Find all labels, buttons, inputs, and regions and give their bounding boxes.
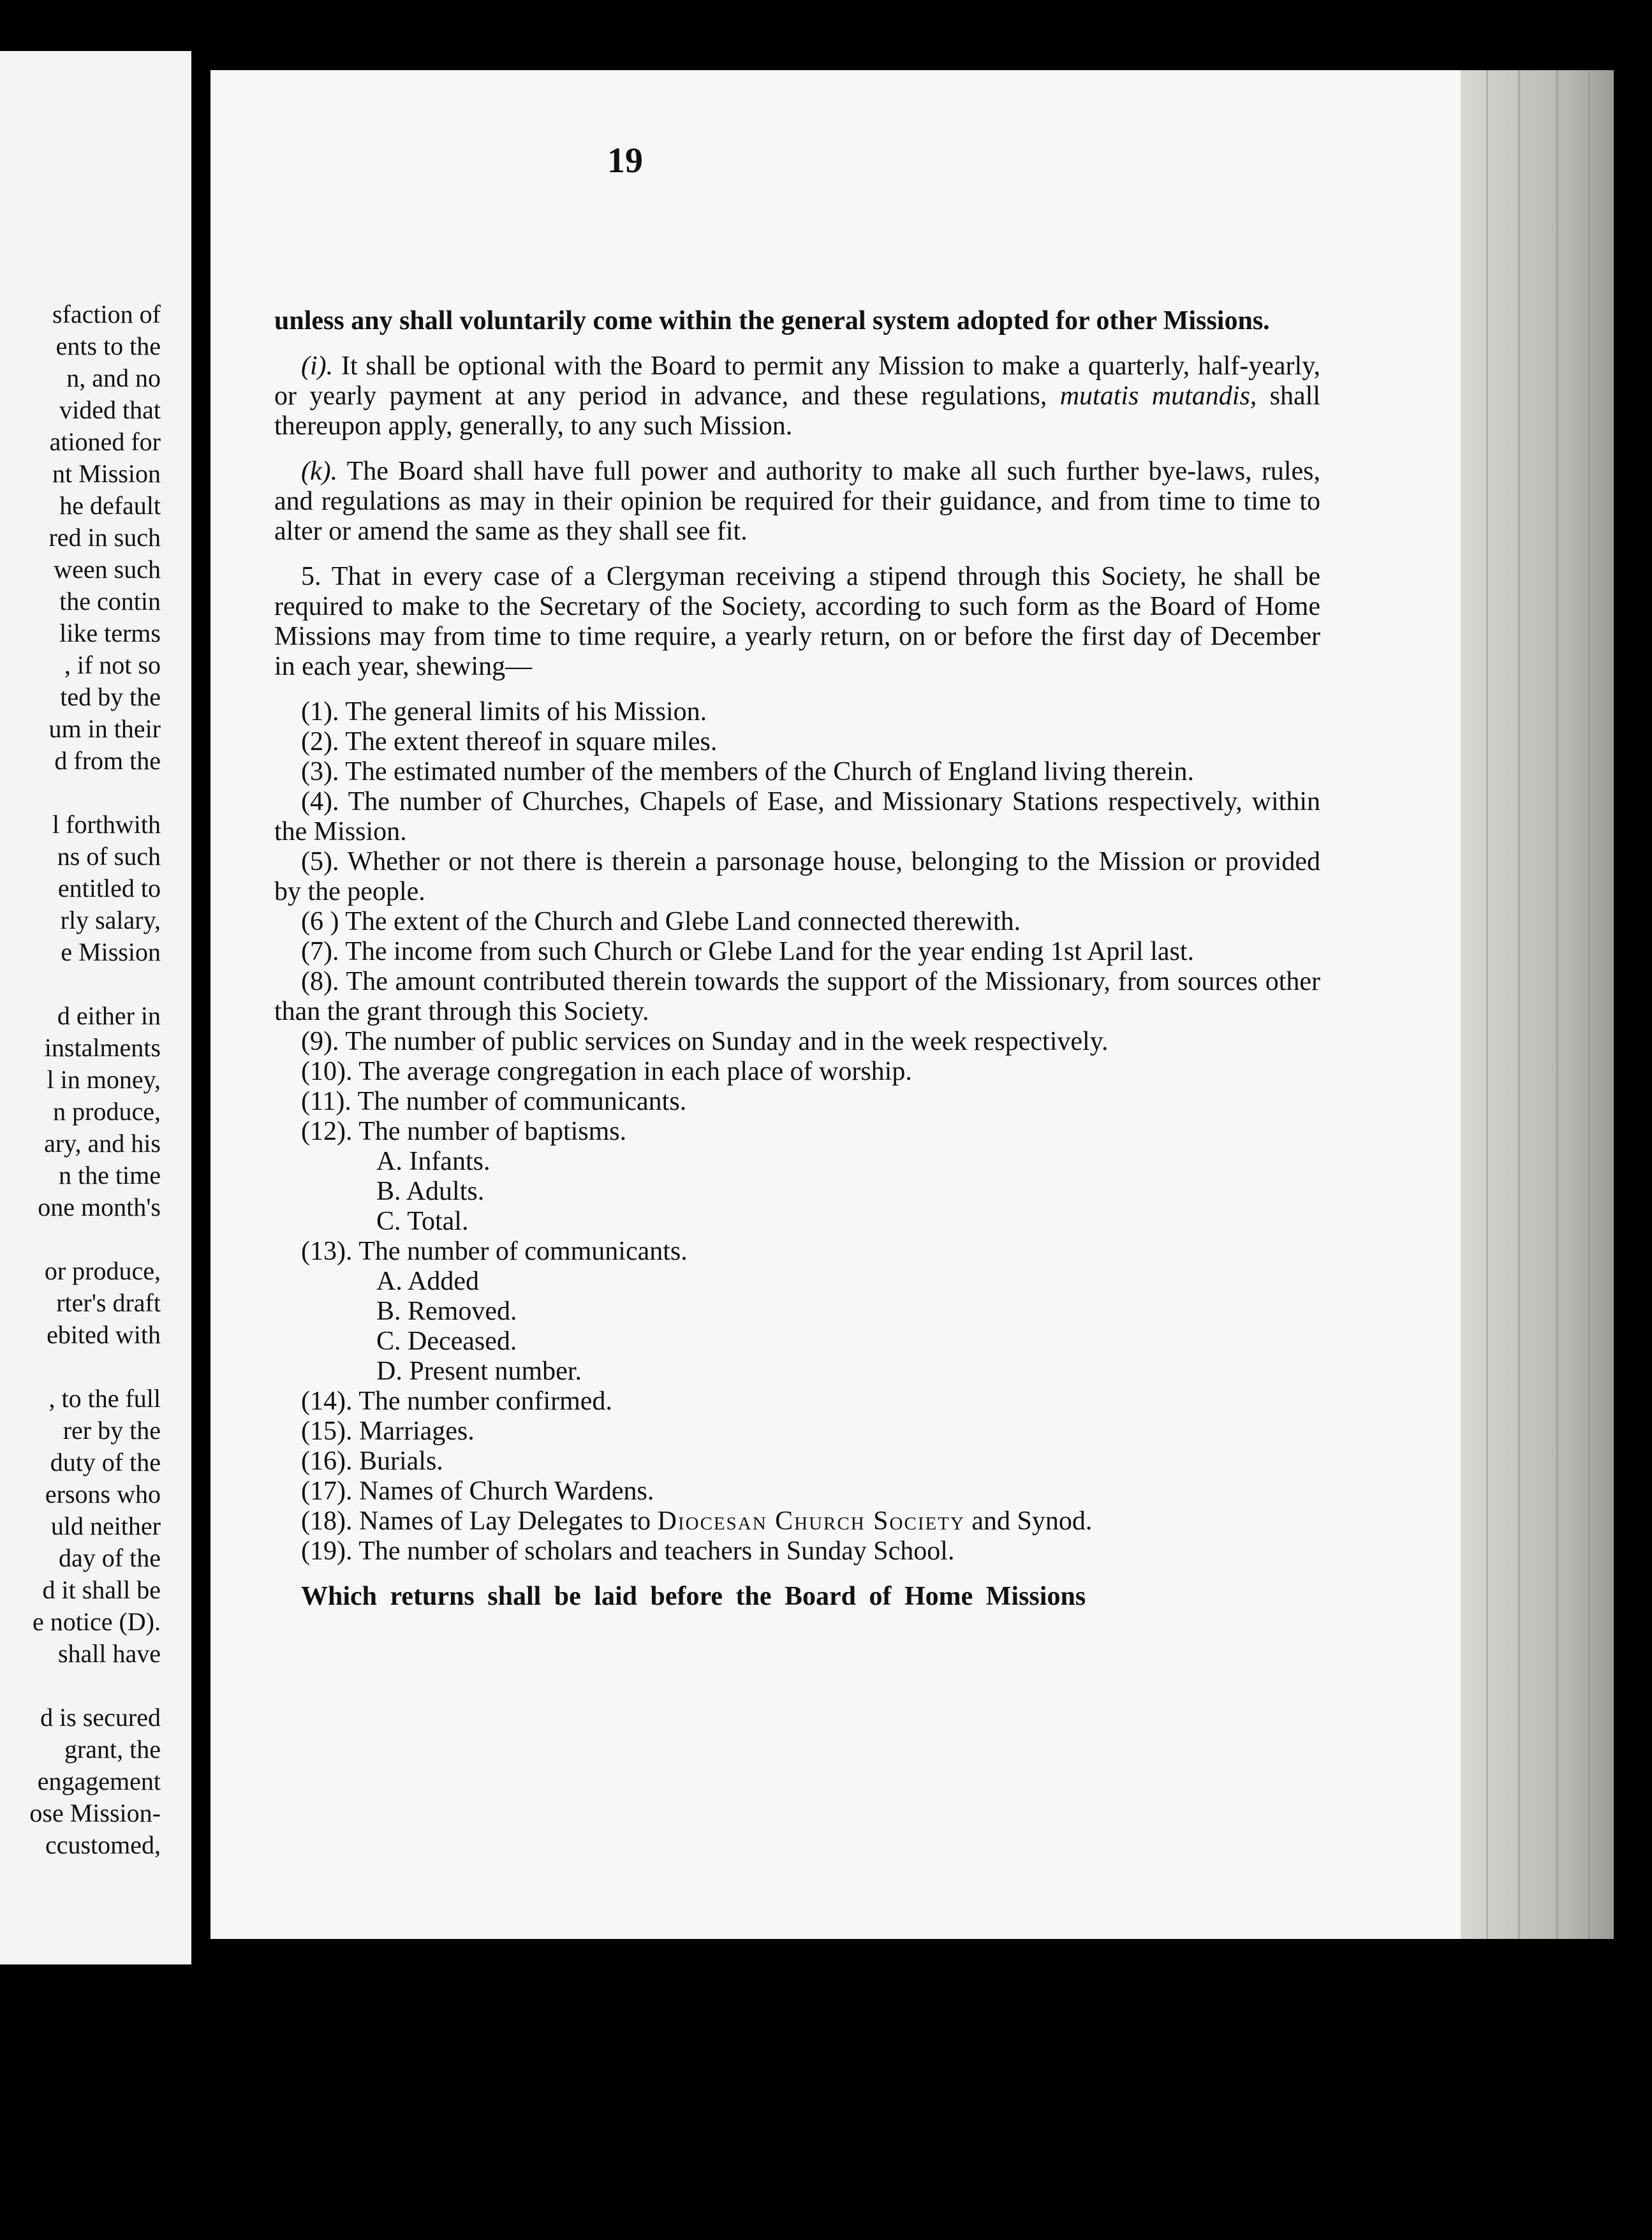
item-number: (3).	[301, 757, 339, 786]
return-item	[274, 1087, 1320, 1117]
paragraph-i-label: (i).	[301, 351, 334, 381]
communicants-subitems	[274, 1267, 1320, 1387]
item-society-name: Diocesan Church Society	[657, 1507, 965, 1536]
return-item	[274, 1477, 1320, 1507]
return-item	[274, 697, 1320, 727]
sub-item: B. Removed.	[376, 1297, 517, 1326]
item-text: The amount contributed therein towards the support of the Missionary, from sources other than the grant through this Society.	[274, 967, 1320, 1026]
return-item	[274, 1417, 1320, 1447]
left-page-line: ted by the	[60, 682, 161, 711]
item-text: The extent thereof in square miles.	[339, 727, 718, 756]
return-item	[274, 1237, 1320, 1267]
left-page-line: d is secured	[40, 1703, 161, 1732]
left-page-line: day of the	[59, 1544, 161, 1572]
return-item	[274, 1027, 1320, 1057]
left-page-line: rter's draft	[56, 1288, 161, 1317]
item-number: (8).	[301, 967, 339, 996]
left-page-line: like terms	[59, 619, 161, 647]
left-page-line: ccustomed,	[45, 1831, 161, 1859]
item-text: Names of Church Wardens.	[352, 1477, 654, 1506]
paragraph-k-label: (k).	[301, 457, 338, 486]
sub-item: D. Present number.	[376, 1357, 582, 1386]
left-page-line: grant, the	[64, 1735, 161, 1764]
item-number: (5).	[301, 847, 339, 876]
item-text: The number confirmed.	[352, 1387, 612, 1416]
return-item	[274, 907, 1320, 937]
return-item	[274, 847, 1320, 907]
left-page-line: ary, and his	[44, 1129, 161, 1158]
paragraph-5: 5. That in every case of a Clergyman receiving a stipend through this Society, he shall be required to make to the Secretary of the Society, according to such form as the Board of Home Missions may from time to time require, a yearly return, on or before the first day of December in each year, shewing—	[274, 562, 1320, 681]
left-page-line: l in money,	[47, 1065, 161, 1094]
left-page-line: the contin	[59, 587, 161, 615]
item-number: (1).	[301, 697, 339, 726]
item-number: (13).	[301, 1237, 353, 1266]
return-item	[274, 1536, 1320, 1566]
left-page-line: , to the full	[48, 1384, 161, 1413]
return-item-18	[274, 1507, 1320, 1536]
return-item	[274, 1387, 1320, 1417]
left-page-line: ents to the	[55, 332, 161, 360]
item-text: Names of Lay Delegates to	[352, 1507, 658, 1536]
return-item	[274, 937, 1320, 967]
baptisms-subitems	[274, 1147, 1320, 1237]
item-text: The estimated number of the members of the Church of England living therein.	[339, 757, 1195, 786]
left-page-line: rly salary,	[60, 906, 161, 934]
item-number: (15).	[301, 1417, 353, 1446]
sub-item: C. Total.	[376, 1207, 469, 1236]
return-item	[274, 1117, 1320, 1147]
item-text: Burials.	[352, 1447, 443, 1476]
left-page-line: one month's	[38, 1193, 161, 1221]
item-number: (16).	[301, 1447, 353, 1476]
item-text: and Synod.	[964, 1507, 1093, 1536]
left-page-line: n produce,	[53, 1097, 161, 1126]
item-number: (2).	[301, 727, 339, 756]
left-page-line: or produce,	[44, 1256, 161, 1285]
paragraph-k	[274, 457, 1320, 547]
return-item	[274, 967, 1320, 1027]
item-text: The number of baptisms.	[352, 1117, 627, 1146]
left-page-line: sfaction of	[52, 300, 161, 328]
paragraph-k-text: The Board shall have full power and authority to make all such further bye-laws, rules, and regulations as may in their opinion be required for their guidance, and from time to time to alter or amend the same as they shall see fit.	[274, 457, 1320, 546]
page-body	[274, 306, 1320, 1612]
left-page-line: entitled to	[57, 874, 161, 903]
left-page-line: d either in	[57, 1001, 161, 1030]
left-page-line: ns of such	[57, 842, 161, 871]
left-page-line: l forthwith	[52, 810, 161, 839]
return-item	[274, 1447, 1320, 1477]
item-text: The general limits of his Mission.	[339, 697, 707, 726]
item-number: (10).	[301, 1057, 353, 1086]
left-page-line: rer by the	[63, 1416, 161, 1445]
item-number: (11).	[301, 1087, 351, 1116]
item-number: (9).	[301, 1027, 339, 1056]
left-page-line: ose Mission-	[29, 1799, 161, 1827]
page-number: 19	[607, 141, 643, 181]
left-page-line: ationed for	[49, 427, 161, 456]
item-text: Whether or not there is therein a parsonage house, belonging to the Mission or provided by the people.	[274, 847, 1320, 906]
return-item	[274, 757, 1320, 787]
return-item	[274, 727, 1320, 757]
item-number: (17).	[301, 1477, 353, 1506]
item-text: The income from such Church or Glebe Land for the year ending 1st April last.	[339, 937, 1195, 966]
left-page-line: n, and no	[66, 364, 161, 392]
item-text: The number of communicants.	[351, 1087, 687, 1116]
item-text: The average congregation in each place of worship.	[352, 1057, 912, 1086]
return-items-list-b	[274, 1387, 1320, 1507]
item-text: The extent of the Church and Glebe Land connected therewith.	[339, 907, 1021, 936]
sub-item: A. Infants.	[376, 1147, 490, 1176]
item-number: (14).	[301, 1387, 353, 1416]
left-page-line: he default	[59, 491, 161, 520]
return-item	[274, 1057, 1320, 1087]
left-page-line: ween such	[54, 555, 161, 584]
left-page-line: ebited with	[47, 1320, 161, 1349]
left-page-line: nt Mission	[52, 459, 161, 488]
sub-item: A. Added	[376, 1267, 479, 1296]
left-page-line: uld neither	[50, 1512, 161, 1540]
left-page-line: e Mission	[61, 938, 161, 966]
closing-line: Which returns shall be laid before the Board of Home Missions	[301, 1582, 1086, 1611]
paragraph-i-text-a: It shall be optional with the Board to permit any Mission to make a quarterly, half-yearly, or yearly payment at any period in advance, and these regulations,	[274, 351, 1320, 411]
item-text: The number of Churches, Chapels of Ease, and Missionary Stations respectively, within the Mission.	[274, 787, 1320, 846]
item-text: The number of public services on Sunday and in the week respectively.	[339, 1027, 1109, 1056]
left-page-line: ersons who	[45, 1480, 161, 1508]
page-edge-shadow	[1461, 70, 1614, 1939]
left-page-line: vided that	[59, 395, 161, 424]
left-page-line: n the time	[59, 1161, 161, 1190]
item-text: The number of scholars and teachers in Sunday School.	[352, 1536, 955, 1566]
paragraph-i-latin: mutatis mutandis,	[1059, 381, 1257, 411]
left-page-line: red in such	[48, 523, 161, 552]
return-item	[274, 787, 1320, 847]
left-page-line: d from the	[54, 746, 161, 775]
left-page-line: shall have	[57, 1639, 161, 1668]
item-number: (6 )	[301, 907, 339, 936]
item-text: Marriages.	[352, 1417, 475, 1446]
item-number: (4).	[301, 787, 339, 816]
left-page-line: instalments	[44, 1033, 161, 1062]
sub-item: C. Deceased.	[376, 1327, 517, 1356]
sub-item: B. Adults.	[376, 1177, 485, 1206]
item-number: (12).	[301, 1117, 353, 1146]
left-page-line: d it shall be	[42, 1575, 161, 1604]
paragraph-unless: unless any shall voluntarily come within the general system adopted for other Missions.	[274, 306, 1270, 335]
left-page-line: engagement	[37, 1767, 161, 1795]
item-number: (18).	[301, 1507, 353, 1536]
paragraph-i-text-b: shall thereupon apply, generally, to any such Mission.	[274, 381, 1320, 441]
item-text: The number of communicants.	[352, 1237, 688, 1266]
item-number: (7).	[301, 937, 339, 966]
left-page-line: e notice (D).	[32, 1607, 161, 1636]
previous-page-fragment	[0, 51, 191, 1964]
paragraph-i	[274, 351, 1320, 441]
left-page-line: duty of the	[50, 1448, 161, 1477]
left-page-line: um in their	[48, 714, 161, 743]
item-number: (19).	[301, 1536, 353, 1566]
return-items-list	[274, 697, 1320, 1147]
left-page-line: , if not so	[64, 651, 161, 679]
